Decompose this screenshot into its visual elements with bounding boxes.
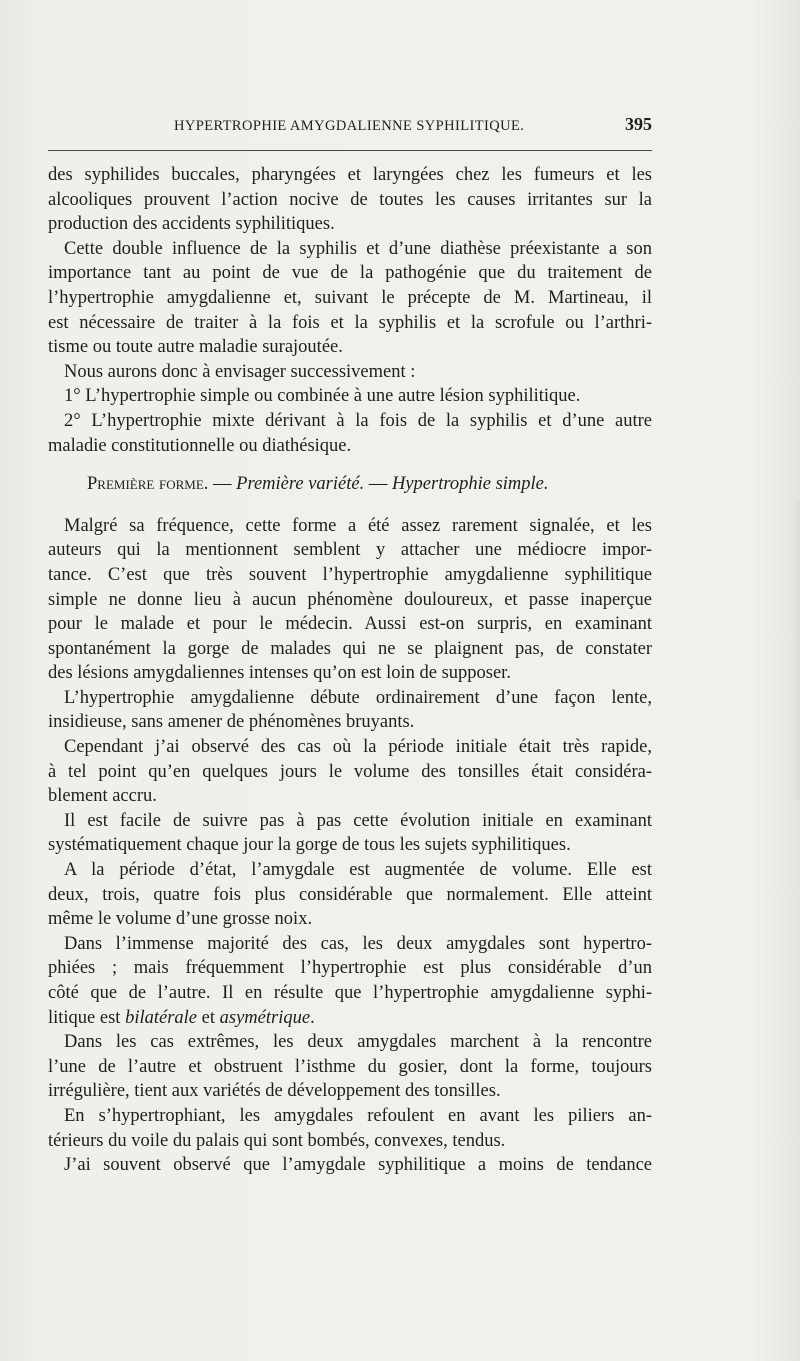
text-line: Dans les cas extrêmes, les deux amygdales marchent à la rencontre xyxy=(64,1032,652,1053)
text-line: pour le malade et pour le médecin. Aussi est-on surpris, en examinant xyxy=(48,614,652,635)
text-line: des syphilides buccales, pharyngées et laryngées chez les fumeurs et les xyxy=(48,165,652,185)
page-edge-shadow xyxy=(792,500,800,800)
text-line: simple ne donne lieu à aucun phénomène douloureux, et passe inaperçue xyxy=(48,589,652,610)
text-line: est nécessaire de traiter à la fois et la syphilis et la scrofule ou l’arthri- xyxy=(48,312,652,333)
text-line: blement accru. xyxy=(48,786,157,807)
text-line: systématiquement chaque jour la gorge de tous les sujets syphilitiques. xyxy=(48,835,571,856)
text-line: à tel point qu’en quelques jours le volume des tonsilles était considéra- xyxy=(48,761,652,782)
heading-dash: — xyxy=(208,474,237,495)
page-header xyxy=(48,114,652,142)
emphasis-text: bilatérale xyxy=(125,1007,198,1028)
text-line: insidieuse, sans amener de phénomènes bruyants. xyxy=(48,712,415,733)
page-number: 395 xyxy=(625,114,652,134)
heading-title: Hypertrophie simple. xyxy=(391,474,549,495)
text-fragment: litique est xyxy=(48,1007,126,1028)
text-line: maladie constitutionnelle ou diathésique. xyxy=(48,435,352,456)
text-fragment: . xyxy=(310,1007,315,1028)
header-rule xyxy=(48,150,652,151)
text-line: production des accidents syphilitiques. xyxy=(48,214,335,235)
text-line: térieurs du voile du palais qui sont bombés, convexes, tendus. xyxy=(48,1130,506,1151)
text-line: L’hypertrophie amygdalienne débute ordinairement d’une façon lente, xyxy=(64,687,652,708)
text-line: Dans l’immense majorité des cas, les deux amygdales sont hypertro- xyxy=(64,933,652,954)
text-line: même le volume d’une grosse noix. xyxy=(48,909,313,930)
emphasis-text: asymétrique xyxy=(219,1007,311,1028)
text-line xyxy=(48,1006,652,1031)
text-line: Nous aurons donc à envisager successivement : xyxy=(64,361,416,382)
heading-variety: Première variété. xyxy=(236,474,365,495)
text-line: Cette double influence de la syphilis et d’une diathèse préexistante a son xyxy=(64,238,652,259)
text-line: l’hypertrophie amygdalienne et, suivant le précepte de M. Martineau, il xyxy=(48,287,652,308)
text-line: l’une de l’autre et obstruent l’isthme du gosier, dont la forme, toujours xyxy=(48,1056,652,1077)
body-text xyxy=(48,163,652,1178)
text-line: A la période d’état, l’amygdale est augmentée de volume. Elle est xyxy=(64,860,652,881)
text-line: côté que de l’autre. Il en résulte que l’hypertrophie amygdalienne syphi- xyxy=(48,983,652,1003)
text-line: spontanément la gorge de malades qui ne se plaignent pas, de constater xyxy=(48,638,652,659)
text-line: auteurs qui la mentionnent semblent y attacher une médiocre impor- xyxy=(48,540,652,561)
text-line: deux, trois, quatre fois plus considérable que normalement. Elle atteint xyxy=(48,884,652,905)
text-line: tance. C’est que très souvent l’hypertrophie amygdalienne syphilitique xyxy=(48,564,652,585)
text-line: 2° L’hypertrophie mixte dérivant à la fois de la syphilis et d’une autre xyxy=(64,410,652,431)
text-line: irrégulière, tient aux variétés de développement des tonsilles. xyxy=(48,1081,501,1102)
text-line: Malgré sa fréquence, cette forme a été assez rarement signalée, et les xyxy=(64,515,652,536)
text-fragment: et xyxy=(197,1007,220,1028)
text-line: En s’hypertrophiant, les amygdales refoulent en avant les piliers an- xyxy=(64,1105,652,1126)
text-line: phiées ; mais fréquemment l’hypertrophie est plus considérable d’un xyxy=(48,958,652,979)
text-line: tisme ou toute autre maladie surajoutée. xyxy=(48,337,343,358)
running-head: HYPERTROPHIE AMYGDALIENNE SYPHILITIQUE. xyxy=(174,118,525,134)
section-heading xyxy=(48,472,652,497)
heading-form: Première forme. xyxy=(87,474,209,495)
text-line: importance tant au point de vue de la pathogénie que du traitement de xyxy=(48,263,652,284)
heading-dash: — xyxy=(364,474,392,495)
text-line: 1° L’hypertrophie simple ou combinée à une autre lésion syphilitique. xyxy=(64,386,581,407)
text-line: Il est facile de suivre pas à pas cette évolution initiale en examinant xyxy=(64,810,652,831)
text-line: J’ai souvent observé que l’amygdale syphilitique a moins de tendance xyxy=(64,1155,652,1176)
text-line: Cependant j’ai observé des cas où la période initiale était très rapide, xyxy=(64,737,652,758)
text-line: des lésions amygdaliennes intenses qu’on est loin de supposer. xyxy=(48,663,511,684)
text-line: alcooliques prouvent l’action nocive de toutes les causes irritantes sur la xyxy=(48,189,652,210)
